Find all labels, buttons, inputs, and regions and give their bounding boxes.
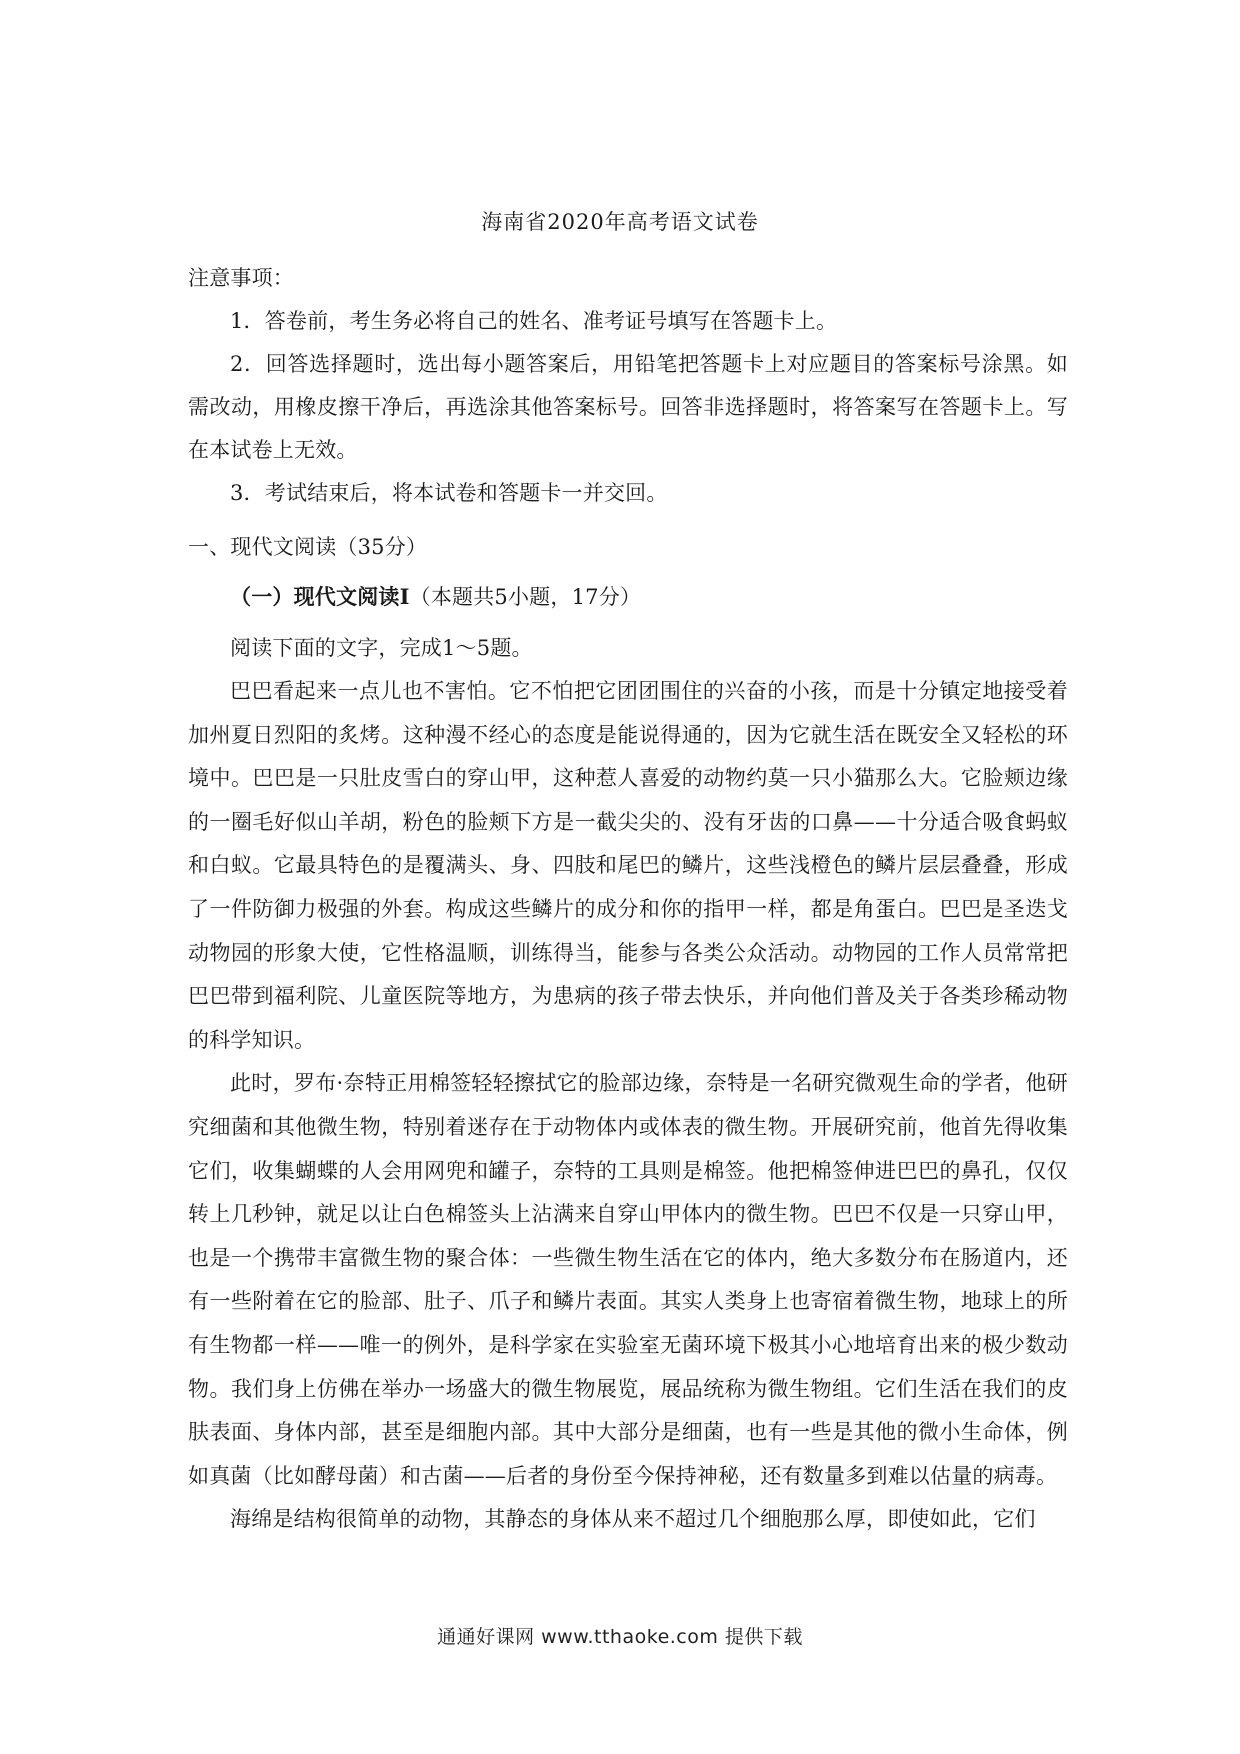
page-title: 海南省2020年高考语文试卷	[481, 210, 759, 234]
subsection-heading	[188, 575, 1068, 619]
reading-instruction: 阅读下面的文字，完成1～5题。	[230, 636, 533, 660]
passage-paragraph-2: 此时，罗布·奈特正用棉签轻轻擦拭它的脸部边缘，奈特是一名研究微观生命的学者，他研究细菌和其他微生物，特别着迷存在于动物体内或体表的微生物。开展研究前，他首先得收集它们，收集蝴蝶的人会用网兜和罐子，奈特的工具则是棉签。他把棉签伸进巴巴的鼻孔，仅仅转上几秒钟，就足以让白色棉签头上沾满来自穿山甲体内的微生物。巴巴不仅是一只穿山甲，也是一个携带丰富微生物的聚合体：一些微生物生活在它的体内，绝大多数分布在肠道内，还有一些附着在它的脸部、肚子、爪子和鳞片表面。其实人类身上也寄宿着微生物，地球上的所有生物都一样——唯一的例外，是科学家在实验室无菌环境下极其小心地培育出来的极少数动物。我们身上仿佛在举办一场盛大的微生物展览，展品统称为微生物组。它们生活在我们的皮肤表面、身体内部，甚至是细胞内部。其中大部分是细菌，也有一些是其他的微小生命体，例如真菌（比如酵母菌）和古菌——后者的身份至今保持神秘，还有数量多到难以估量的病毒。	[188, 1071, 1068, 1488]
subsection-heading-bold: （一）现代文阅读Ⅰ	[230, 584, 410, 609]
section-heading: 一、现代文阅读（35分）	[188, 535, 428, 559]
notes-item-1: 1．答卷前，考生务必将自己的姓名、准考证号填写在答题卡上。	[230, 309, 838, 333]
notes-item-3: 3．考试结束后，将本试卷和答题卡一并交回。	[230, 481, 668, 505]
reading-passage	[188, 670, 1068, 1542]
document-body	[188, 257, 1068, 1542]
page-footer: 通通好课网 www.tthaoke.com 提供下载	[437, 1626, 803, 1648]
passage-paragraph-3: 海绵是结构很简单的动物，其静态的身体从来不超过几个细胞那么厚，即使如此，它们	[230, 1507, 1036, 1532]
notes-item-2: 2．回答选择题时，选出每小题答案后，用铅笔把答题卡上对应题目的答案标号涂黑。如需改动，用橡皮擦干净后，再选涂其他答案标号。回答非选择题时，将答案写在答题卡上。写在本试卷上无效。	[188, 352, 1068, 462]
passage-paragraph-1: 巴巴看起来一点儿也不害怕。它不怕把它团团围住的兴奋的小孩，而是十分镇定地接受着加州夏日烈阳的炙烤。这种漫不经心的态度是能说得通的，因为它就生活在既安全又轻松的环境中。巴巴是一只肚皮雪白的穿山甲，这种惹人喜爱的动物约莫一只小猫那么大。它脸颊边缘的一圈毛好似山羊胡，粉色的脸颊下方是一截尖尖的、没有牙齿的口鼻——十分适合吸食蚂蚁和白蚁。它最具特色的是覆满头、身、四肢和尾巴的鳞片，这些浅橙色的鳞片层层叠叠，形成了一件防御力极强的外套。构成这些鳞片的成分和你的指甲一样，都是角蛋白。巴巴是圣迭戈动物园的形象大使，它性格温顺，训练得当，能参与各类公众活动。动物园的工作人员常常把巴巴带到福利院、儿童医院等地方，为患病的孩子带去快乐，并向他们普及关于各类珍稀动物的科学知识。	[188, 679, 1068, 1052]
notes-heading: 注意事项：	[188, 266, 294, 290]
subsection-heading-detail: （本题共5小题，17分）	[409, 585, 642, 609]
